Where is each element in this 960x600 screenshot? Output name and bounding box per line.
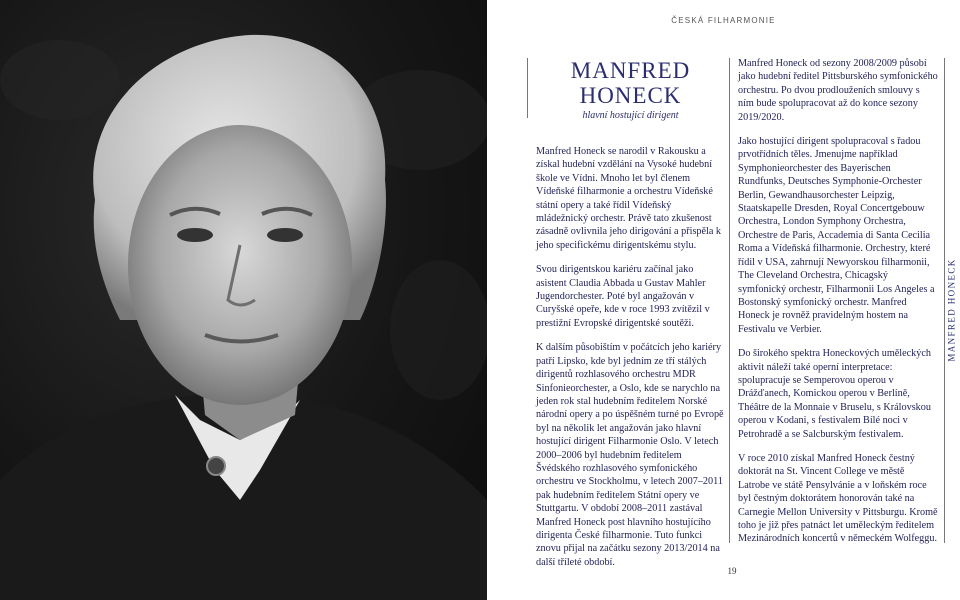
column-divider	[729, 58, 730, 543]
running-head: ČESKÁ FILHARMONIE	[671, 16, 776, 25]
page-number: 19	[727, 566, 737, 576]
side-name-text: MANFRED HONECK	[947, 258, 958, 362]
title-line-2: HONECK	[579, 83, 682, 108]
paragraph: Manfred Honeck od sezony 2008/2009 působí jako hudební ředitel Pittsburského symfonického orchestru. Po dvou prodlouženích smlouvy s ním bude spolupracovat až do konce sezony 2019/2020.	[738, 58, 938, 123]
paragraph: K dalším působištím v počátcích jeho kariéry patří Lipsko, kde byl jedním ze tří stálých dirigentů rozhlasového orchestru MDR Sinfonieorchester, a Oslo, kde se narychlo na jeden rok stal hudebním ředitelem Norské národní opery a po úspěšném turné po Evropě byl na několik let angažován jako hlavní hostující dirigent Filharmonie Oslo. V letech 2000–2006 byl hudebním ředitelem Švédského rozhlasového symfonického orchestru ve Stockholmu, v letech 2007–2011 pak hudebním ředitelem Státní opery ve Stuttgartu. V období 2008–2011 zastával Manfred Honeck post hlavního hostujícího dirigenta České filharmonie. Tuto funkci znovu přijal na začátku sezony 2013/2014 na další tříleté období.	[536, 342, 724, 568]
page-title	[540, 58, 721, 108]
paragraph: Jako hostující dirigent spolupracoval s řadou prvotřídních těles. Jmenujme například Symphonieorchester des Bayerischen Rundfunks, Deutsches Symphonie-Orchester Berlin, Gewandhausorchester Leipzig, Staatskapelle Dresden, Royal Concertgebouw Orchestra, London Symphony Orchestra, Orchestre de Paris, Accademia di Santa Cecilia Roma a Vídeňská filharmonie. Orchestry, které řídil v USA, zahrnují Newyorskou filharmonii, The Cleveland Orchestra, Chicagský symfonický orchestr, Filharmonii Los Angeles a Bostonský symfonický orchestr. Manfred Honeck je rovněž pravidelným hostem na Festivalu ve Verbier.	[738, 136, 935, 335]
paragraph: Manfred Honeck se narodil v Rakousku a získal hudební vzdělání na Vysoké hudební škole ve Vídni. Mnoho let byl členem Vídeňské filharmonie a orchestru Vídeňské státní opery a také řídil Vídeňský mládežnický orchestr. Právě tato zkušenost zásadně ovlivnila jeho dirigování a přispěla k jeho specifickému dirigentskému stylu.	[536, 146, 722, 251]
title-rule	[527, 58, 528, 118]
right-text-column	[738, 57, 938, 557]
paragraph: Do širokého spektra Honeckových uměleckých aktivit náleží také operní interpretace: spolupracuje se Semperovou operou v Drážďanech, Komickou operou v Berlíně, Théâtre de la Monnaie v Bruselu, s Královskou operou v Kodani, s festivalem Bílé noci v Petrohradě a se Salcburským festivalem.	[738, 348, 931, 440]
paragraph: V roce 2010 získal Manfred Honeck čestný doktorát na St. Vincent College ve městě Latrobe ve státě Pensylvánie a v loňském roce byl čestným doktorátem honorován také na Carnegie Mellon University v Pittsburgu. Kromě toho je již přes patnáct let uměleckým ředitelem Mezinárodních koncertů v německém Wolfeggu.	[738, 452, 938, 545]
side-name-label	[944, 260, 960, 360]
paragraph: Svou dirigentskou kariéru začínal jako asistent Claudia Abbada u Gustav Mahler Jugendorchester. Poté byl angažován v Curyšské opeře, kde v roce 1993 zvítězil v prestižní Evropské dirigentské soutěži.	[536, 264, 710, 329]
left-text-column	[536, 145, 724, 580]
page-subtitle: hlavní hostující dirigent	[582, 110, 679, 121]
title-line-1: MANFRED	[570, 58, 691, 83]
